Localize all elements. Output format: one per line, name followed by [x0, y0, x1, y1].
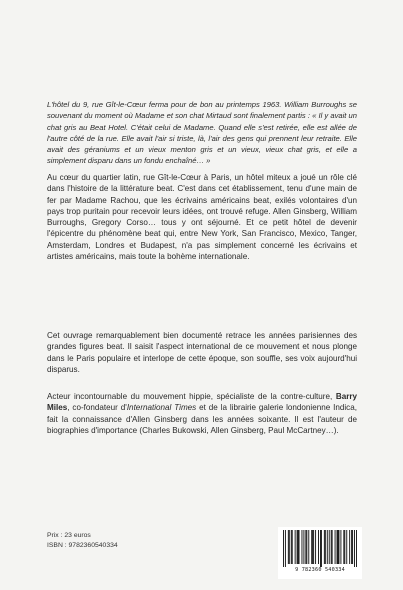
barcode-bar — [303, 530, 304, 564]
barcode-bar — [354, 530, 355, 567]
barcode-bar — [302, 530, 303, 564]
author-name: Barry Miles — [47, 392, 357, 413]
barcode-bar — [288, 530, 289, 564]
barcode-bar — [312, 530, 313, 564]
barcode-bar — [337, 530, 338, 564]
barcode-bar — [356, 530, 357, 567]
barcode-digits: 9 782360 540334 — [295, 567, 345, 573]
author-bio-mid: , co-fondateur d' — [67, 403, 127, 413]
barcode-bar — [352, 530, 353, 564]
barcode-bar — [289, 530, 290, 564]
barcode-bar — [335, 530, 336, 564]
barcode-bar — [298, 530, 299, 564]
barcode-bar — [315, 530, 316, 564]
barcode-bar — [291, 530, 292, 564]
isbn-label: ISBN : 9782360540334 — [47, 542, 118, 549]
description-paragraph-1: Au cœur du quartier latin, rue Gît-le-Cœur à Paris, un hôtel miteux a joué un rôle clé dans l'histoire de la littérature beat. C'est dans cet établissement, tenu d'une main de fer par Madame Rachou, que les écrivains américains beat, exilés volontaires d'un pays trop puritain pour recevoir leurs idées, ont trouvé refuge. Allen Ginsberg, William Burroughs, Gregory Corso… tous y ont séjourné. Et ce petit hôtel de devenir l'épicentre du phénomène beat qui, entre New York, San Francisco, Mexico, Tanger, Amsterdam, Londres et Budapest, n'a pas simplement concerné les écrivains et artistes américains, mais toute la bohème internationale. — [47, 173, 357, 262]
barcode-bar — [340, 530, 341, 564]
author-bio-intro: Acteur incontournable du mouvement hippie, spécialiste de la contre-culture, — [47, 392, 336, 401]
barcode-bar — [311, 530, 312, 564]
quote-paragraph — [47, 99, 357, 167]
price-label: Prix : 23 euros — [47, 532, 91, 539]
barcode — [278, 527, 362, 579]
barcode-bar — [338, 530, 339, 564]
barcode-bar — [324, 530, 325, 564]
magazine-title: International Times — [126, 403, 197, 413]
barcode-bar — [313, 530, 314, 564]
barcode-bar — [349, 530, 350, 564]
barcode-bar — [346, 530, 347, 564]
barcode-bar — [285, 530, 286, 567]
barcode-bar — [295, 530, 296, 564]
barcode-bar — [305, 530, 306, 564]
barcode-bar — [292, 530, 293, 564]
barcode-bar — [318, 530, 319, 564]
barcode-bar — [329, 530, 330, 564]
barcode-bar — [308, 530, 309, 564]
barcode-bar — [299, 530, 300, 564]
barcode-bar — [332, 530, 333, 564]
quote-text: L'hôtel du 9, rue Gît-le-Cœur ferma pour de bon au printemps 1963. William Burroughs se souvenant du moment où Madame et son chat Mirtaud sont finalement partis : « Il y avait un chat gris au Beat Hotel. C'était celui de Madame. Quand elle s'est retirée, elle est allée de l'autre côté de la rue. Elle avait l'air si triste, là, l'air des gens qui prennent leur retraite. Elle avait des géraniums et un vieux menton gris et un vieux, vieux chat gris, et elle a simplement disparu dans un fondu enchaîné… » — [47, 100, 357, 166]
barcode-bar — [283, 530, 284, 567]
barcode-bar — [327, 530, 328, 564]
barcode-bar — [351, 530, 352, 564]
barcode-bar — [339, 530, 340, 564]
barcode-bar — [297, 530, 298, 564]
author-bio-rest: et de la librairie galerie londonienne Indica, fait la connaissance d'Allen Ginsberg dans les années soixante. Il est l'auteur de biographies d'importance (Charles Bukowski, Allen Ginsberg, Paul McCartney…). — [47, 403, 357, 435]
barcode-bar — [344, 530, 345, 564]
author-bio-paragraph — [47, 391, 357, 436]
barcode-bar — [306, 530, 307, 564]
description-paragraph-2: Cet ouvrage remarquablement bien documenté retrace les années parisiennes des grandes figures beat. Il saisit l'aspect international de ce mouvement et nous plonge dans le Paris populaire et interlope de cette époque, son souffle, ses voix aujourd'hui disparus. — [47, 331, 357, 374]
price-isbn-block — [47, 531, 118, 551]
barcode-bars — [278, 527, 362, 567]
barcode-bar — [331, 530, 332, 564]
barcode-bar — [321, 530, 322, 567]
barcode-bar — [343, 530, 344, 564]
barcode-bar — [320, 530, 321, 567]
barcode-bar — [325, 530, 326, 564]
